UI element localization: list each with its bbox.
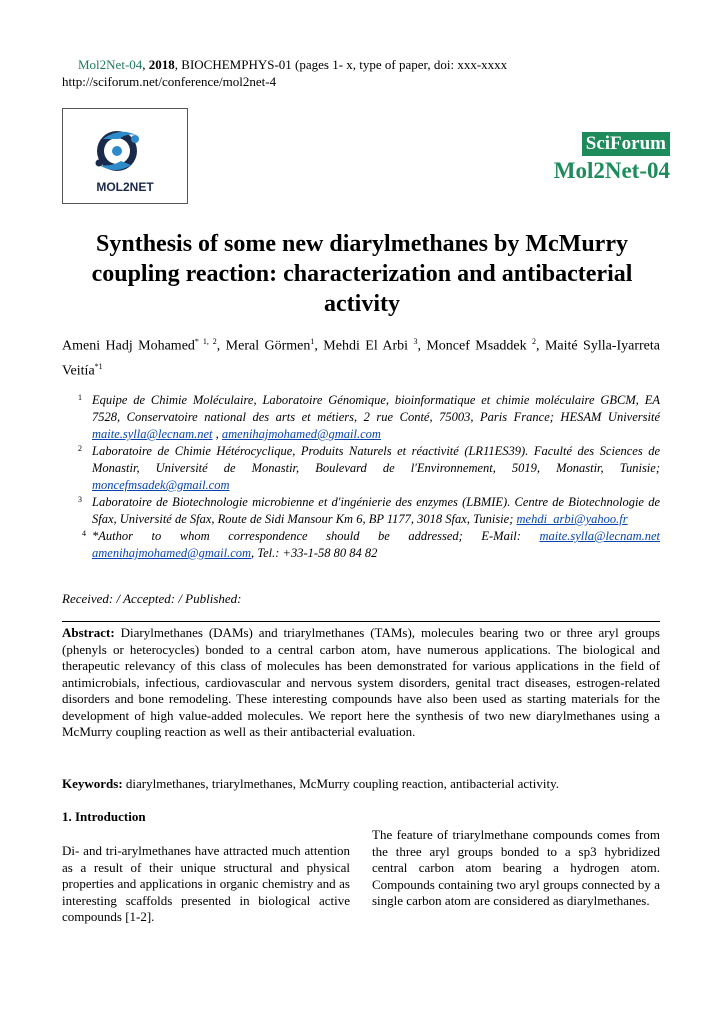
- author-sup: 2: [532, 337, 537, 346]
- correspondence-note: [62, 528, 660, 562]
- citation-rest: , BIOCHEMPHYS-01 (pages 1- x, type of paper, doi: xxx-xxxx: [174, 57, 508, 72]
- email-link[interactable]: mehdi_arbi@yahoo.fr: [516, 512, 628, 526]
- conference-label: Mol2Net-04: [553, 158, 670, 183]
- affiliations: [62, 392, 660, 562]
- author-name: , Moncef Msaddek: [417, 338, 533, 354]
- author-name: , Mehdi El Arbi: [314, 338, 414, 354]
- email-link[interactable]: maite.sylla@lecnam.net: [92, 427, 213, 441]
- email-link[interactable]: maite.sylla@lecnam.net: [539, 529, 660, 543]
- author-sup: *1: [94, 361, 103, 371]
- author-sup: 3: [413, 337, 418, 346]
- affiliation-text: Laboratoire de Biotechnologie microbienne et d'ingénierie des enzymes (LBMIE). Centre de Biotechnologie de Sfax, Université de Sfax, Route de Sidi Mansour Km 6, BP 1177, 3018 Sfax, Tunisie;: [92, 495, 660, 526]
- year: 2018: [148, 57, 175, 72]
- abstract: [62, 625, 660, 741]
- affiliation-text: Equipe de Chimie Moléculaire, Laboratoire Génomique, bioinformatique et chimie moléculaire GBCM, EA 7528, Conservatoire national des arts et métiers, 2 rue Conté, 75003, Paris France; HESAM Université: [92, 393, 660, 424]
- correspondence-text: *Author to whom correspondence should be addressed; E-Mail:: [92, 529, 540, 543]
- email-link[interactable]: moncefmsadek@gmail.com: [92, 478, 230, 492]
- divider: [62, 621, 660, 622]
- mol2net-logo: [62, 108, 188, 204]
- affiliation-number: 3: [78, 495, 82, 504]
- keywords-label: Keywords:: [62, 776, 123, 791]
- author-name: , Meral Görmen: [216, 338, 311, 354]
- author-name: Ameni Hadj Mohamed: [62, 338, 195, 354]
- affiliation-number: 1: [78, 393, 82, 402]
- email-link[interactable]: amenihajmohamed@gmail.com: [92, 546, 252, 560]
- section-heading: 1. Introduction: [62, 809, 146, 824]
- conference-name: Mol2Net-04: [78, 57, 143, 72]
- received-dates: Received: / Accepted: / Published:: [62, 591, 242, 606]
- affiliation-1: [62, 392, 660, 443]
- author-list: [62, 332, 660, 381]
- affiliation-number: 4: [82, 529, 86, 538]
- abstract-text: Diarylmethanes (DAMs) and triarylmethanes (TAMs), molecules bearing two or three aryl groups (phenyls or heterocycles) bonded to a central carbon atom, have numerous applications. The biological and therapeutic relevancy of this class of molecules has been demonstrated for various applications in the field of antimicrobials, infectious, cardiovascular and nervous system disorders, genital tract diseases, estrogen-related disorders and bone remodeling. These interesting compounds have also been used as starting materials for the development of high value-added molecules. We report here the synthesis of two new diarylmethanes using a McMurry coupling reaction as well as their antibacterial evaluation.: [62, 625, 660, 739]
- abstract-label: Abstract:: [62, 625, 115, 640]
- email-link[interactable]: amenihajmohamed@gmail.com: [221, 427, 381, 441]
- affiliation-text: Laboratoire de Chimie Hétérocyclique, Produits Naturels et réactivité (LR11ES39). Faculté des Sciences de Monastir, Université de Monastir, Boulevard de l'Environnement, 5019, Monastir, Tunisie;: [92, 444, 660, 475]
- intro-right-column: The feature of triarylmethane compounds comes from the three aryl groups bonded to a sp3 hybridized central carbon atom bearing a hydrogen atom. Compounds containing two aryl groups connected by a single carbon atom are considered as diarylmethanes.: [372, 827, 660, 908]
- citation-line: Mol2Net-04, 2018, BIOCHEMPHYS-01 (pages 1- x, type of paper, doi: xxx-xxxx: [78, 57, 508, 72]
- author-sup: * 1, 2: [194, 337, 217, 346]
- author-sup: 1: [310, 337, 315, 346]
- keywords: [62, 776, 660, 792]
- affiliation-3: [62, 494, 660, 528]
- paper-title: Synthesis of some new diarylmethanes by McMurry coupling reaction: characterization and antibacterial activity: [91, 231, 633, 317]
- affiliation-number: 2: [78, 444, 82, 453]
- sciforum-badge: SciForum: [582, 132, 670, 156]
- intro-left-column: Di- and tri-arylmethanes have attracted much attention as a result of their unique structural and physical properties and applications in organic chemistry and as interesting scaffolds presented in biological active compounds [1-2].: [62, 843, 350, 924]
- logo-text: MOL2NET: [96, 180, 154, 194]
- running-header: [62, 56, 507, 90]
- separator: ,: [212, 427, 222, 441]
- author-name: , Maité Sylla-Iyarreta Veitía: [62, 338, 660, 379]
- affiliation-2: [62, 443, 660, 494]
- conference-url[interactable]: http://sciforum.net/conference/mol2net-4: [62, 74, 277, 89]
- mol2net-swirl-logo-icon: [63, 109, 187, 203]
- conference-brand: [554, 132, 670, 184]
- telephone: , Tel.: +33-1-58 80 84 82: [251, 546, 378, 560]
- keywords-text: diarylmethanes, triarylmethanes, McMurry coupling reaction, antibacterial activity.: [122, 776, 559, 791]
